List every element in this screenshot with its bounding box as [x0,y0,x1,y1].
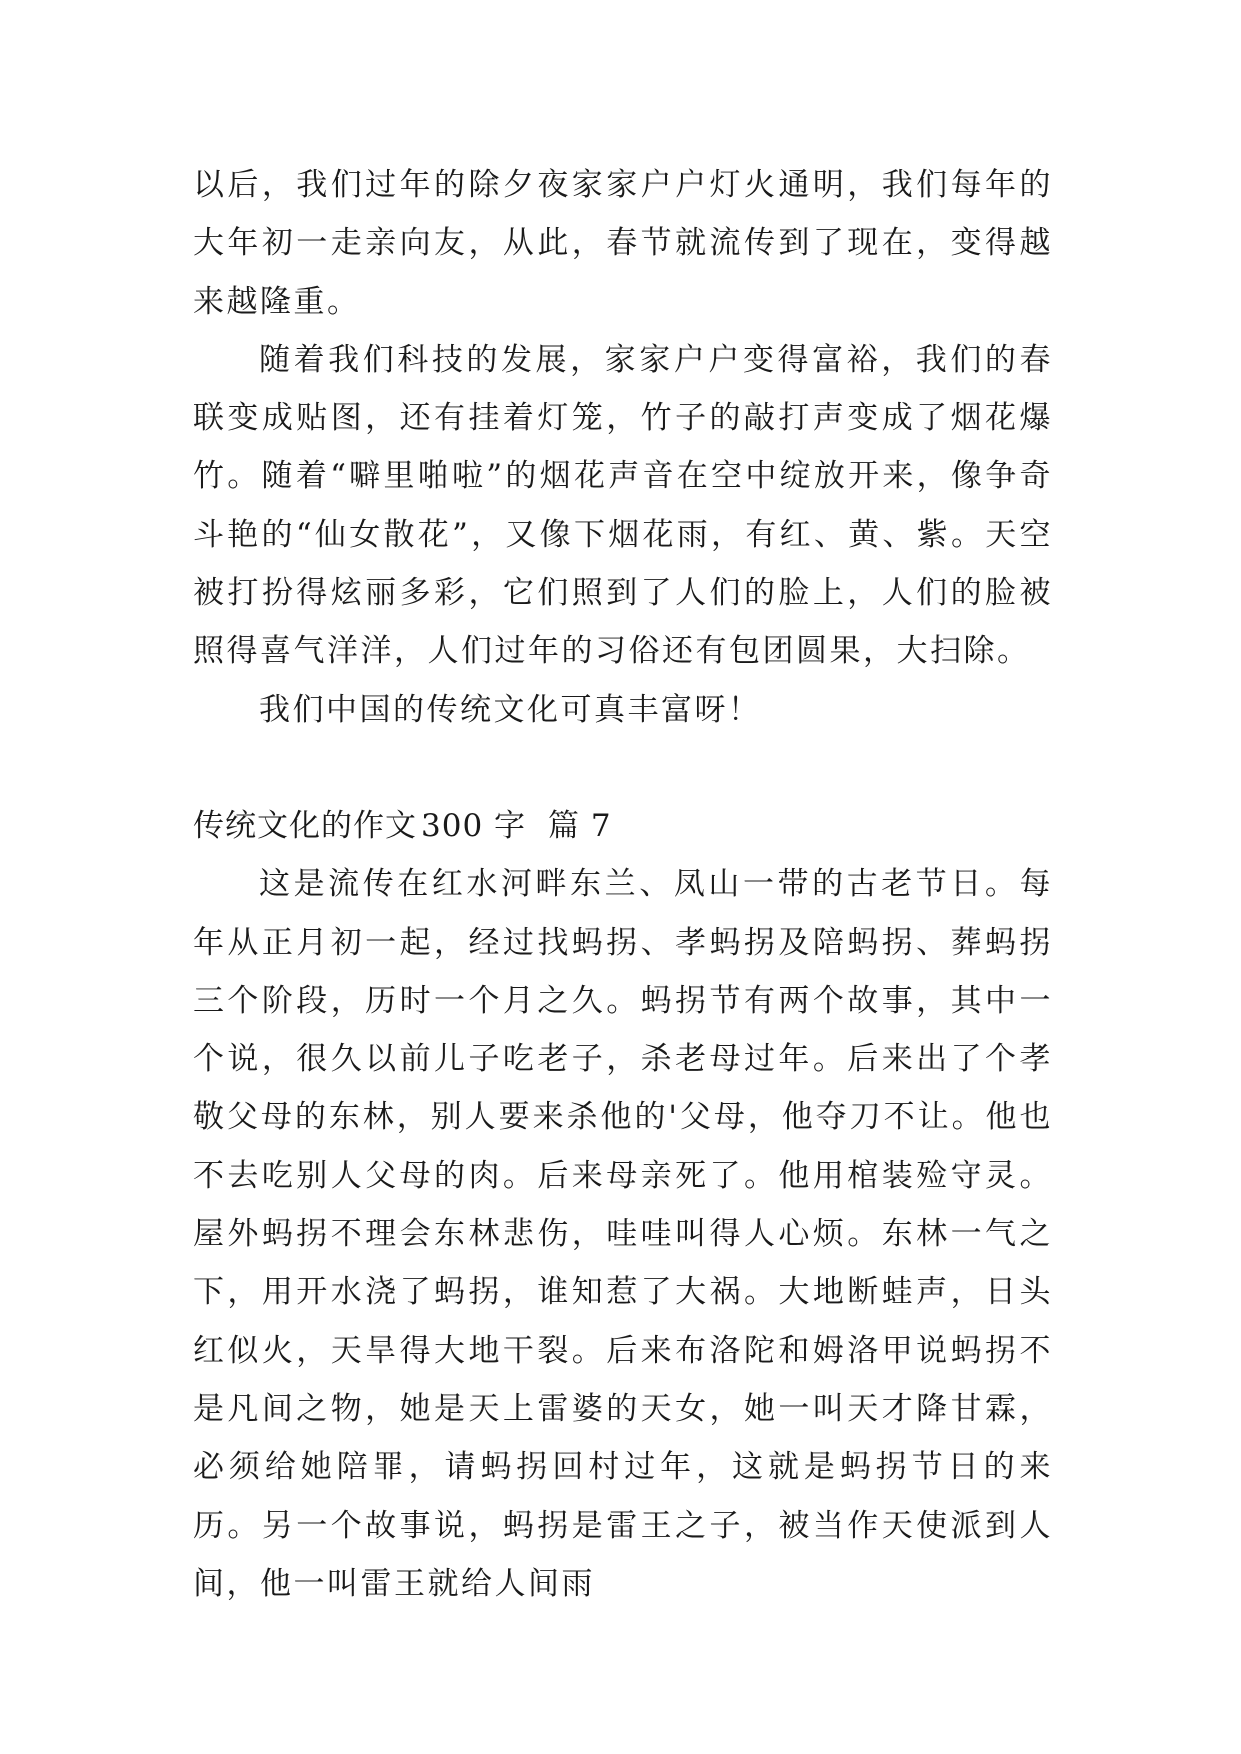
heading-word-count: 300 字 [421,807,527,844]
heading-title: 传统文化的作文 [193,807,417,844]
document-body [193,156,1053,1613]
paragraph-frog-festival: 这是流传在红水河畔东兰、凤山一带的古老节日。每年从正月初一起，经过找蚂拐、孝蚂拐及陪蚂拐、葬蚂拐三个阶段，历时一个月之久。蚂拐节有两个故事，其中一个说，很久以前儿子吃老子，杀老母过年。后来出了个孝敬父母的东林，别人要来杀他的'父母，他夺刀不让。他也不去吃别人父母的肉。后来母亲死了。他用棺装殓守灵。屋外蚂拐不理会东林悲伤，哇哇叫得人心烦。东林一气之下，用开水浇了蚂拐，谁知惹了大祸。大地断蛙声，日头红似火，天旱得大地干裂。后来布洛陀和姆洛甲说蚂拐不是凡间之物，她是天上雷婆的天女，她一叫天才降甘霖，必须给她陪罪，请蚂拐回村过年，这就是蚂拐节日的来历。另一个故事说，蚂拐是雷王之子，被当作天使派到人间，他一叫雷王就给人间雨 [193,866,1053,1602]
heading-part-number: 篇 7 [548,807,612,844]
section-heading [193,797,1053,855]
paragraph-closing: 我们中国的传统文化可真丰富呀！ [259,691,762,728]
paragraph-continuation: 以后，我们过年的除夕夜家家户户灯火通明，我们每年的大年初一走亲向友，从此，春节就流传到了现在，变得越来越隆重。 [193,167,1053,320]
section-spacer [193,739,1053,797]
paragraph-spring-festival: 随着我们科技的发展，家家户户变得富裕，我们的春联变成贴图，还有挂着灯笼，竹子的敲打声变成了烟花爆竹。随着“噼里啪啦”的烟花声音在空中绽放开来，像争奇斗艳的“仙女散花”，又像下烟花雨，有红、黄、紫。天空被打扮得炫丽多彩，它们照到了人们的脸上，人们的脸被照得喜气洋洋，人们过年的习俗还有包团圆果，大扫除。 [193,341,1053,670]
